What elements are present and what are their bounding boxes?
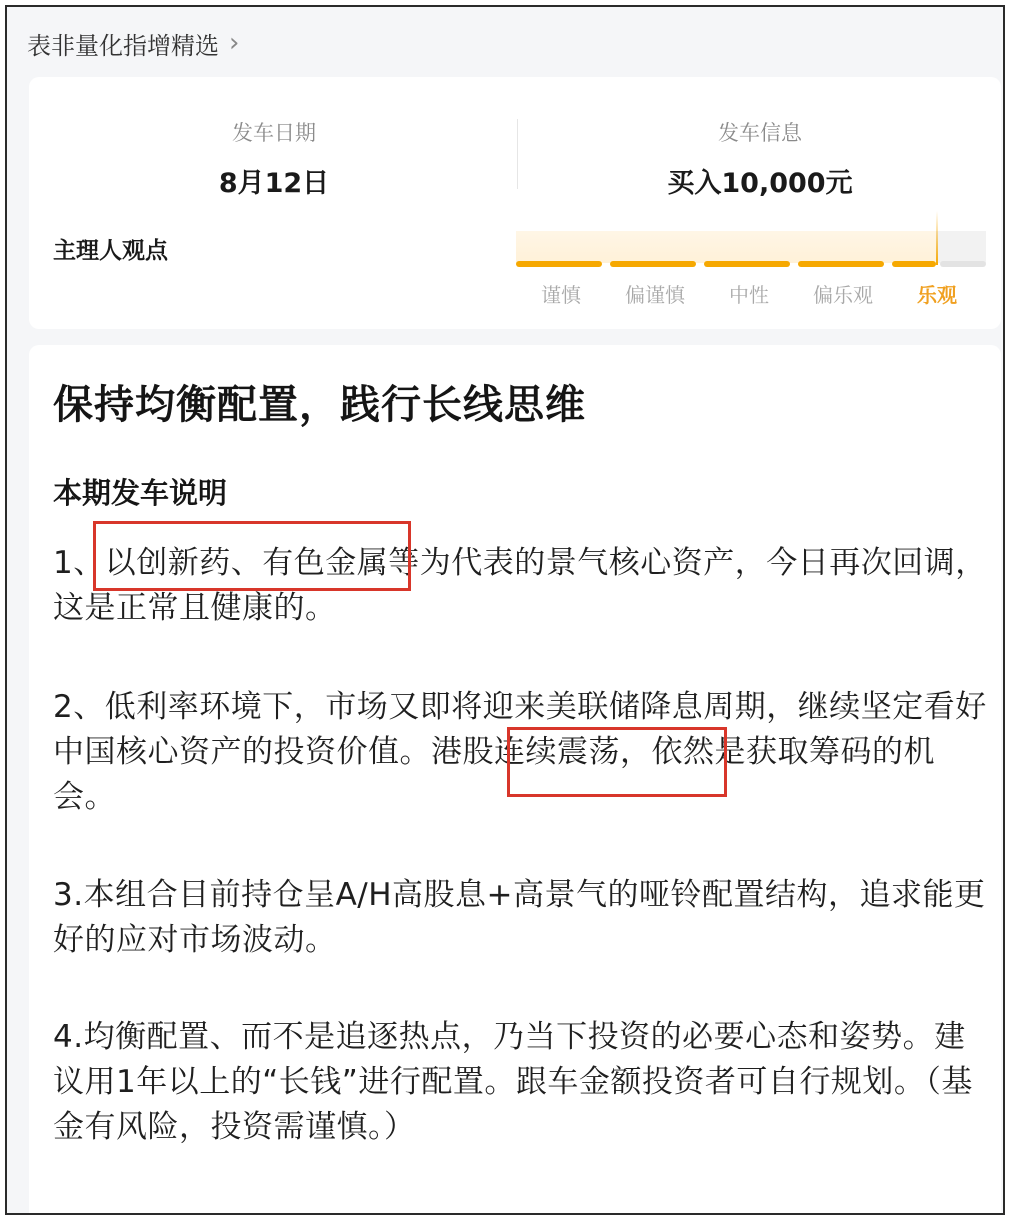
launch-date-block	[29, 117, 519, 200]
meter-indicator	[936, 211, 938, 265]
article-card	[29, 345, 1001, 1215]
launch-info-block	[519, 117, 1001, 200]
meter-fill-background	[516, 231, 936, 263]
article-title: 保持均衡配置，践行长线思维	[53, 382, 586, 428]
level-label-somewhat-cautious: 偏谨慎	[625, 283, 685, 307]
paragraph-1: 1、以创新药、有色金属等为代表的景气核心资产，今日再次回调，这是正常且健康的。	[53, 545, 987, 626]
meter-segment-1	[516, 261, 602, 267]
level-label-neutral: 中性	[729, 283, 769, 307]
breadcrumb[interactable]	[27, 25, 239, 61]
paragraph-3: 3.本组合目前持仓呈A/H高股息+高景气的哑铃配置结构，追求能更好的应对市场波动。	[53, 877, 986, 958]
opinion-meter	[516, 227, 986, 307]
article-subtitle: 本期发车说明	[53, 476, 228, 510]
meter-segment-5	[892, 261, 936, 267]
chevron-right-icon: ›	[229, 28, 240, 58]
meter-segment-4	[798, 261, 884, 267]
launch-date-value: 8月12日	[218, 168, 330, 199]
level-label-somewhat-optimistic: 偏乐观	[813, 283, 873, 307]
launch-info-value: 买入10,000元	[667, 168, 853, 199]
meter-empty-background	[936, 231, 986, 263]
meter-segment-2	[610, 261, 696, 267]
launch-date-label: 发车日期	[232, 121, 316, 145]
meter-segment-3	[704, 261, 790, 267]
app-frame	[5, 5, 1005, 1215]
paragraph-2: 2、低利率环境下，市场又即将迎来美联储降息周期，继续坚定看好中国核心资产的投资价值。港股连续震荡，依然是获取筹码的机会。	[53, 689, 987, 815]
launch-info-label: 发车信息	[718, 121, 802, 145]
meter-segment-rest	[940, 261, 986, 267]
paragraph-4: 4.均衡配置、而不是追逐热点，乃当下投资的必要心态和姿势。建议用1年以上的“长钱”进行配置。跟车金额投资者可自行规划。（基金有风险，投资需谨慎。）	[53, 1019, 973, 1145]
breadcrumb-title: 表非量化指增精选	[27, 31, 219, 60]
launch-info-card	[29, 77, 1001, 329]
level-label-cautious: 谨慎	[541, 283, 581, 307]
column-divider	[517, 119, 518, 189]
manager-opinion-label: 主理人观点	[53, 238, 168, 264]
level-label-optimistic: 乐观	[917, 283, 957, 307]
